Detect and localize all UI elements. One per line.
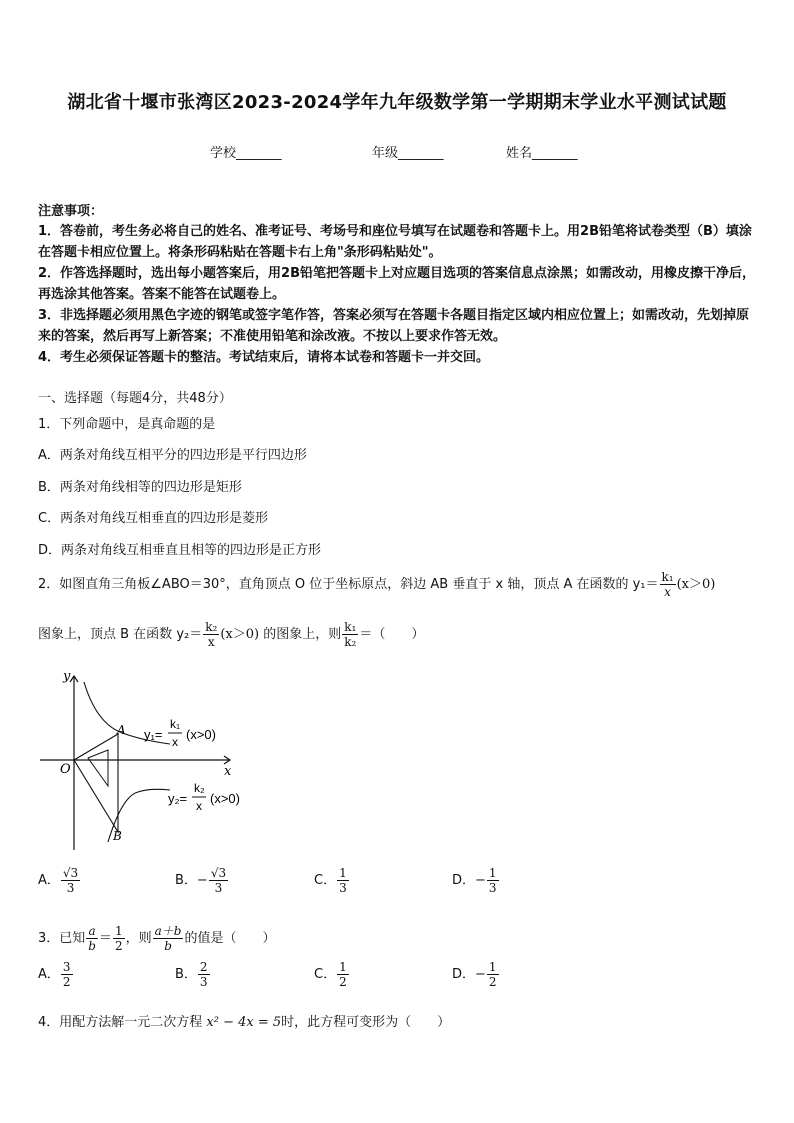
q3-stem-text: 3．已知	[38, 931, 86, 946]
f2-cond: (x>0)	[210, 791, 240, 806]
q2-ratio	[342, 620, 358, 649]
q3-option-d-sign: −	[475, 967, 486, 982]
q2-stem-text: 2．如图直角三角板∠ABO＝30°，直角顶点 O 位于坐标原点，斜边 AB 垂直于 x 轴，顶点 A 在函数的 y₁＝	[38, 577, 659, 592]
grade-field: 年级_______	[372, 146, 444, 161]
q3-stem-mid: ，则	[125, 931, 152, 946]
q2-option-d-den: 3	[488, 881, 497, 895]
q2-option-b	[175, 866, 229, 895]
q3-option-d	[452, 960, 500, 989]
q3-option-c-num: 1	[339, 960, 347, 974]
q2-option-a-label: A．	[38, 873, 60, 888]
q2-stem-mid: (x＞0) 的图象上，则	[220, 627, 342, 642]
q3-option-d-den: 2	[488, 975, 497, 989]
q2-option-b-sign: −	[196, 873, 208, 888]
q2-ratio-den: k₂	[344, 635, 357, 649]
f1-prefix: y₁=	[144, 727, 163, 742]
q2-option-b-den: 3	[214, 881, 223, 895]
q3-option-c-den: 2	[339, 975, 347, 989]
f1-num: k₁	[170, 717, 181, 731]
q2-stem-line2	[38, 618, 424, 652]
note-item-1: 1．答卷前，考生务必将自己的姓名、准考证号、考场号和座位号填写在试题卷和答题卡上。用2B铅笔将试卷类型（B）填涂在答题卡相应位置上。将条形码粘贴在答题卡右上角"条形码粘贴处"。	[38, 224, 752, 260]
name-field: 姓名_______	[506, 146, 578, 161]
q3-option-c-frac	[337, 960, 349, 989]
q3-option-c	[314, 960, 350, 989]
q1-option-b: B．两条对角线相等的四边形是矩形	[38, 480, 242, 495]
q2-option-c-label: C．	[314, 873, 337, 888]
q1-stem: 1．下列命题中，是真命题的是	[38, 417, 216, 432]
q3-option-a-den: 2	[62, 975, 71, 989]
school-field: 学校_______	[210, 146, 282, 161]
q3-stem	[38, 922, 276, 956]
q3-frac-ab-num: a	[86, 924, 98, 939]
origin-label: O	[60, 762, 71, 777]
q2-option-a-den: 3	[66, 881, 75, 895]
q2-option-a-num: √3	[62, 866, 79, 880]
q2-k1-den: x	[664, 585, 671, 599]
q2-option-a	[38, 866, 81, 895]
q3-option-c-label: C．	[314, 967, 337, 982]
y-axis-label: y	[63, 669, 71, 684]
q2-stem-tail: ＝（ ）	[359, 627, 425, 642]
q3-frac-half-den: 2	[114, 939, 123, 953]
notes-heading: 注意事项：	[38, 204, 104, 219]
q2-option-c-den: 3	[339, 881, 347, 895]
q1-option-a: A．两条对角线互相平分的四边形是平行四边形	[38, 448, 307, 463]
q4-equation: x² − 4x = 5	[206, 1015, 282, 1030]
q3-stem-tail: 的值是（ ）	[184, 931, 276, 946]
q4-stem	[38, 1012, 450, 1033]
note-item-3: 3．非选择题必须用黑色字迹的钢笔或签字笔作答，答案必须写在答题卡各题目指定区域内相应位置上；如需改动，先划掉原来的答案，然后再写上新答案；不准使用铅笔和涂改液。不按以上要求作答无效。	[38, 308, 750, 344]
q2-fraction-k1	[660, 570, 676, 599]
q2-ratio-num: k₁	[344, 620, 357, 634]
q2-option-c	[314, 866, 350, 895]
q2-option-c-num: 1	[339, 866, 347, 880]
q2-k2-num: k₂	[205, 620, 218, 634]
q2-option-d	[452, 866, 500, 895]
q3-frac-half-num: 1	[114, 924, 123, 938]
f2-prefix: y₂=	[168, 791, 188, 806]
q2-fraction-k2	[203, 620, 219, 649]
q3-option-b-num: 2	[199, 960, 208, 974]
q2-stem-text-b: 图象上，顶点 B 在函数 y₂＝	[38, 627, 203, 642]
q2-option-b-label: B．	[175, 873, 197, 888]
q2-stem-line1	[38, 568, 715, 602]
q3-frac-sum-num: a＋b	[154, 924, 182, 938]
f2-den: x	[196, 799, 202, 813]
f1-den: x	[172, 735, 178, 749]
q2-graph	[30, 662, 290, 854]
q3-frac-half	[113, 924, 125, 953]
q3-frac-sum	[153, 924, 184, 953]
x-axis-label: x	[224, 764, 232, 779]
q2-option-d-sign: −	[475, 873, 486, 888]
q1-option-c: C．两条对角线互相垂直的四边形是菱形	[38, 511, 269, 526]
q2-option-c-frac	[337, 866, 349, 895]
q2-option-b-num: √3	[210, 866, 227, 880]
q3-option-a-frac	[61, 960, 73, 989]
q3-option-d-label: D．	[452, 967, 476, 982]
q3-option-b-label: B．	[175, 967, 197, 982]
q3-frac-sum-den: b	[164, 939, 172, 953]
q4-stem-tail: 时，此方程可变形为（ ）	[281, 1015, 451, 1030]
q2-option-d-frac	[487, 866, 499, 895]
q2-k2-den: x	[207, 635, 215, 649]
q2-option-d-num: 1	[488, 866, 497, 880]
set-square-inner	[88, 750, 108, 786]
q3-option-b-den: 3	[199, 975, 208, 989]
f1-cond: (x>0)	[186, 727, 216, 742]
q2-k1-num: k₁	[661, 570, 674, 584]
q1-option-d: D．两条对角线互相垂直且相等的四边形是正方形	[38, 543, 322, 558]
q2-option-a-frac	[61, 866, 80, 895]
point-b-label: B	[113, 829, 122, 843]
q2-option-b-frac	[209, 866, 228, 895]
q2-option-d-label: D．	[452, 873, 476, 888]
page-title: 湖北省十堰市张湾区2023-2024学年九年级数学第一学期期末学业水平测试试题	[67, 92, 727, 113]
q3-option-d-num: 1	[488, 960, 497, 974]
q3-option-a	[38, 960, 74, 989]
note-item-4: 4．考生必须保证答题卡的整洁。考试结束后，请将本试卷和答题卡一并交回。	[38, 350, 490, 365]
note-item-2: 2．作答选择题时，选出每小题答案后，用2B铅笔把答题卡上对应题目选项的答案信息点涂黑；如需改动，用橡皮擦干净后，再选涂其他答案。答案不能答在试题卷上。	[38, 266, 756, 302]
q3-option-d-frac	[487, 960, 499, 989]
q3-option-b-frac	[198, 960, 210, 989]
set-square-outer	[74, 734, 118, 832]
q2-stem-condition: (x＞0)	[676, 577, 716, 592]
q3-option-a-label: A．	[38, 967, 60, 982]
section-heading: 一、选择题（每题4分，共48分）	[38, 391, 232, 406]
q3-frac-ab	[86, 924, 98, 953]
q3-option-b	[175, 960, 211, 989]
q3-equals: ＝	[98, 931, 112, 946]
f2-num: k₂	[194, 781, 205, 795]
q3-frac-ab-den: b	[88, 939, 96, 953]
point-a-label: A	[117, 723, 126, 737]
q3-option-a-num: 3	[62, 960, 71, 974]
q4-stem-text: 4．用配方法解一元二次方程	[38, 1015, 207, 1030]
